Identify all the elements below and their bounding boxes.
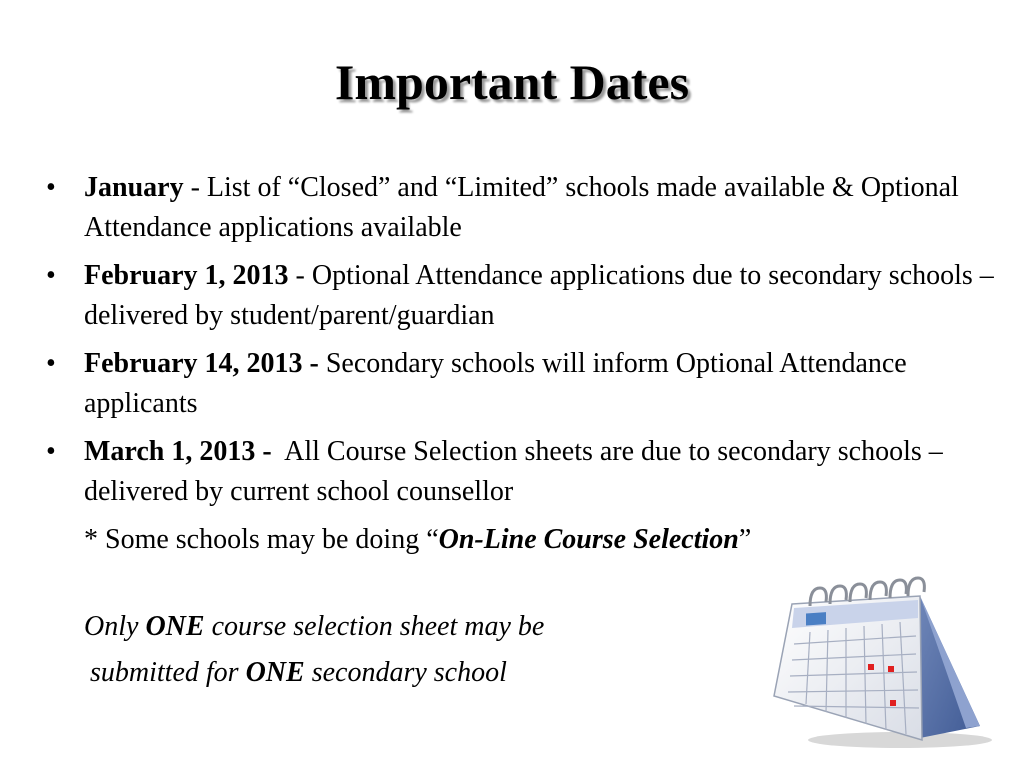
closing-emphasis: ONE bbox=[245, 657, 305, 688]
note-prefix: * Some schools may be doing “ bbox=[84, 524, 439, 555]
closing-line-2 bbox=[84, 650, 544, 696]
date-description: - List of “Closed” and “Limited” schools made available & Optional Attendance applications available bbox=[84, 172, 959, 243]
closing-text: course selection sheet may be bbox=[204, 611, 545, 642]
date-label: March 1, 2013 - bbox=[84, 436, 272, 467]
list-item bbox=[46, 432, 996, 512]
dates-list bbox=[46, 168, 996, 520]
closing-text: secondary school bbox=[304, 657, 507, 688]
bullet-icon: • bbox=[46, 348, 56, 379]
note-emphasis: On-Line Course Selection bbox=[438, 524, 739, 555]
date-description: Secondary schools will inform Optional Attendance applicants bbox=[84, 348, 907, 419]
date-description: All Course Selection sheets are due to secondary schools – delivered by current school counsellor bbox=[84, 436, 950, 507]
online-selection-note bbox=[84, 520, 751, 560]
list-item bbox=[46, 256, 996, 336]
closing-text: submitted for bbox=[90, 657, 246, 688]
note-suffix: ” bbox=[738, 524, 752, 555]
closing-emphasis: ONE bbox=[145, 611, 205, 642]
closing-statement bbox=[84, 604, 544, 696]
bullet-icon: • bbox=[46, 172, 56, 203]
date-label: February 14, 2013 - bbox=[84, 348, 319, 379]
list-item bbox=[46, 168, 996, 248]
bullet-icon: • bbox=[46, 260, 56, 291]
date-label: February 1, 2013 bbox=[84, 260, 289, 291]
bullet-icon: • bbox=[46, 436, 56, 467]
date-label: January bbox=[84, 172, 184, 203]
closing-line-1 bbox=[84, 604, 544, 650]
slide-title: Important Dates bbox=[334, 54, 690, 110]
date-description: - Optional Attendance applications due to secondary schools – delivered by student/parent/guardian bbox=[84, 260, 994, 331]
closing-text: Only bbox=[84, 611, 146, 642]
list-item bbox=[46, 344, 996, 424]
calendar-icon bbox=[770, 566, 994, 750]
